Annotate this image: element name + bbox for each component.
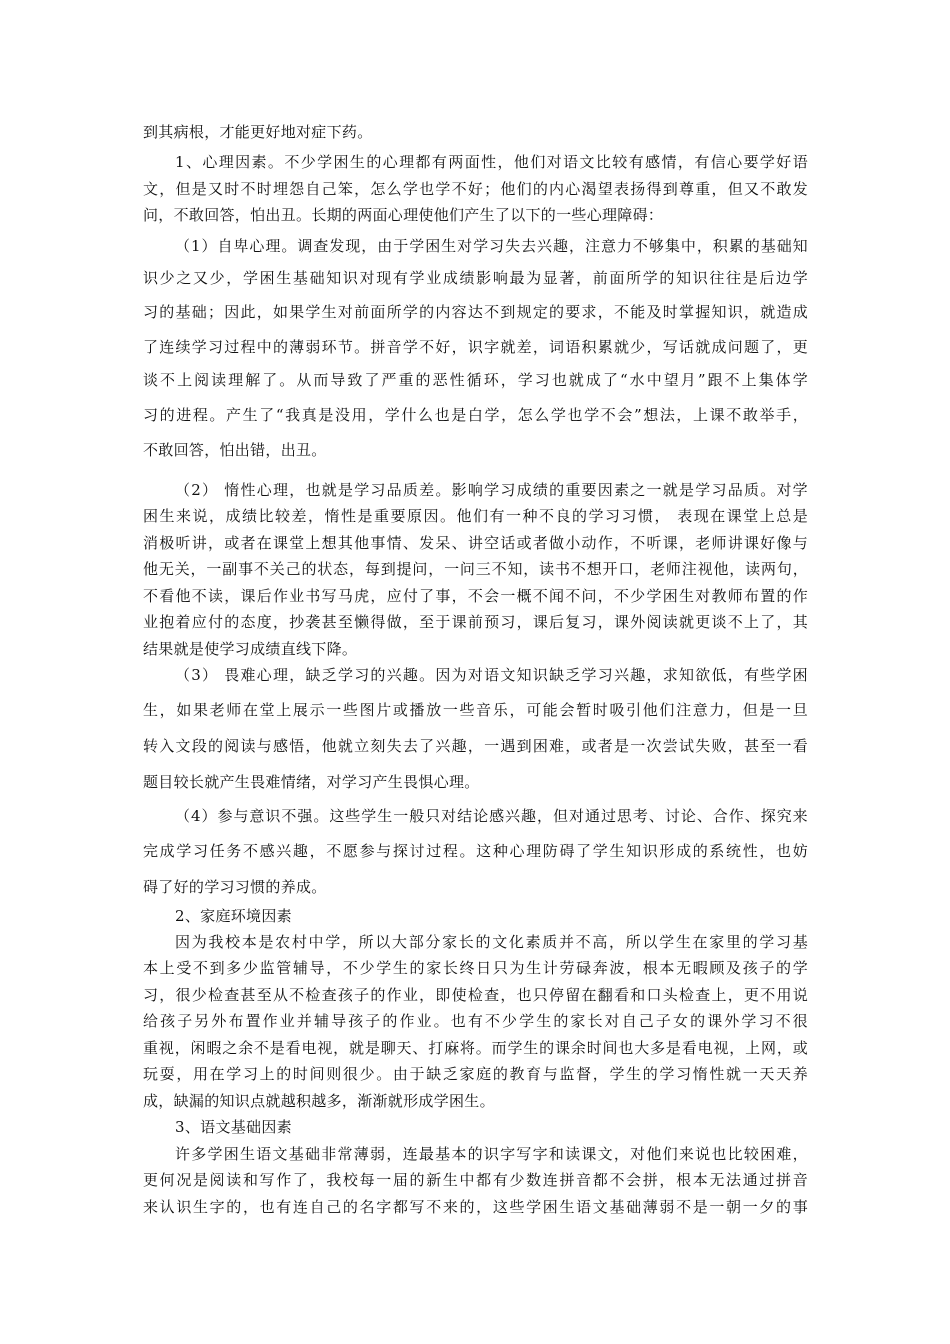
text-line: 成，缺漏的知识点就越积越多，渐渐就形成学困生。 <box>143 1092 495 1110</box>
text-line: 完成学习任务不感兴趣，不愿参与探讨过程。这种心理防碍了学生知识形成的系统性，也妨 <box>143 842 808 860</box>
text-line: 习的基础；因此，如果学生对前面所学的内容达不到规定的要求，不能及时掌握知识，就造成 <box>143 303 808 321</box>
text-line: 消极听讲，或者在课堂上想其他事情、发呆、讲空话或者做小动作，不听课，老师讲课好像与 <box>143 534 808 552</box>
text-line: 结果就是使学习成绩直线下降。 <box>143 640 358 658</box>
text-line: 2、家庭环境因素 <box>175 907 292 925</box>
text-line: （4）参与意识不强。这些学生一般只对结论感兴趣，但对通过思考、讨论、合作、探究来 <box>175 807 808 825</box>
text-line: 困生来说，成绩比较差，惰性是重要原因。他们有一种不良的学习习惯， 表现在课堂上总是 <box>143 507 808 525</box>
text-line: 1、心理因素。不少学困生的心理都有两面性，他们对语文比较有感情，有信心要学好语 <box>175 153 808 171</box>
text-line: （1）自卑心理。调查发现，由于学困生对学习失去兴趣，注意力不够集中，积累的基础知 <box>175 237 808 255</box>
text-line: 更何况是阅读和写作了，我校每一届的新生中都有少数连拼音都不会拼，根本无法通过拼音 <box>143 1171 808 1189</box>
text-line: 业抱着应付的态度，抄袭甚至懒得做，至于课前预习，课后复习，课外阅读就更谈不上了，其 <box>143 613 808 631</box>
text-line: 问，不敢回答，怕出丑。长期的两面心理使他们产生了以下的一些心理障碍： <box>143 206 664 224</box>
text-line: 来认识生字的，也有连自己的名字都写不来的，这些学困生语文基础薄弱不是一朝一夕的事 <box>143 1198 808 1216</box>
text-line: 文，但是又时不时埋怨自己笨，怎么学也学不好；他们的内心渴望表扬得到尊重，但又不敢发 <box>143 180 808 198</box>
text-line: 碍了好的学习习惯的养成。 <box>143 878 327 896</box>
text-line: 了连续学习过程中的薄弱环节。拼音学不好，识字就差，词语积累就少，写话就成问题了，更 <box>143 338 808 356</box>
text-line: （2） 惰性心理，也就是学习品质差。影响学习成绩的重要因素之一就是学习品质。对学 <box>175 481 808 499</box>
text-line: 不看他不读，课后作业书写马虎，应付了事，不会一概不闻不问，不少学困生对教师布置的作 <box>143 587 808 605</box>
text-line: 不敢回答，怕出错，出丑。 <box>143 441 327 459</box>
text-line: 题目较长就产生畏难情绪，对学习产生畏惧心理。 <box>143 773 480 791</box>
text-line: 玩耍，用在学习上的时间则很少。由于缺乏家庭的教育与监督，学生的学习惰性就一天天养 <box>143 1065 808 1083</box>
text-line: （3） 畏难心理，缺乏学习的兴趣。因为对语文知识缺乏学习兴趣，求知欲低，有些学困 <box>175 666 808 684</box>
text-line: 3、语文基础因素 <box>175 1118 292 1136</box>
text-line: 本上受不到多少监管辅导，不少学生的家长终日只为生计劳碌奔波，根本无暇顾及孩子的学 <box>143 959 808 977</box>
text-line: 他无关，一副事不关己的状态，每到提问，一问三不知，读书不想开口，老师注视他，读两句， <box>143 560 808 578</box>
text-line: 识少之又少，学困生基础知识对现有学业成绩影响最为显著，前面所学的知识往往是后边学 <box>143 269 808 287</box>
text-line: 谈不上阅读理解了。从而导致了严重的恶性循环，学习也就成了“水中望月”跟不上集体学 <box>143 371 808 389</box>
text-line: 到其病根，才能更好地对症下药。 <box>143 123 373 141</box>
text-line: 生，如果老师在堂上展示一些图片或播放一些音乐，可能会暂时吸引他们注意力，但是一旦 <box>143 701 808 719</box>
text-line: 习，很少检查甚至从不检查孩子的作业，即使检查，也只停留在翻看和口头检查上，更不用说 <box>143 986 808 1004</box>
text-line: 转入文段的阅读与感悟，他就立刻失去了兴趣，一遇到困难，或者是一次尝试失败，甚至一看 <box>143 737 808 755</box>
text-line: 许多学困生语文基础非常薄弱，连最基本的识字写字和读课文，对他们来说也比较困难， <box>175 1145 808 1163</box>
text-line: 习的进程。产生了“我真是没用，学什么也是白学，怎么学也学不会”想法，上课不敢举手， <box>143 406 808 424</box>
text-line: 给孩子另外布置作业并辅导孩子的作业。也有不少学生的家长对自己子女的课外学习不很 <box>143 1012 808 1030</box>
text-line: 重视，闲暇之余不是看电视，就是聊天、打麻将。而学生的课余时间也大多是看电视，上网，或 <box>143 1039 808 1057</box>
text-line: 因为我校本是农村中学，所以大部分家长的文化素质并不高，所以学生在家里的学习基 <box>175 933 808 951</box>
